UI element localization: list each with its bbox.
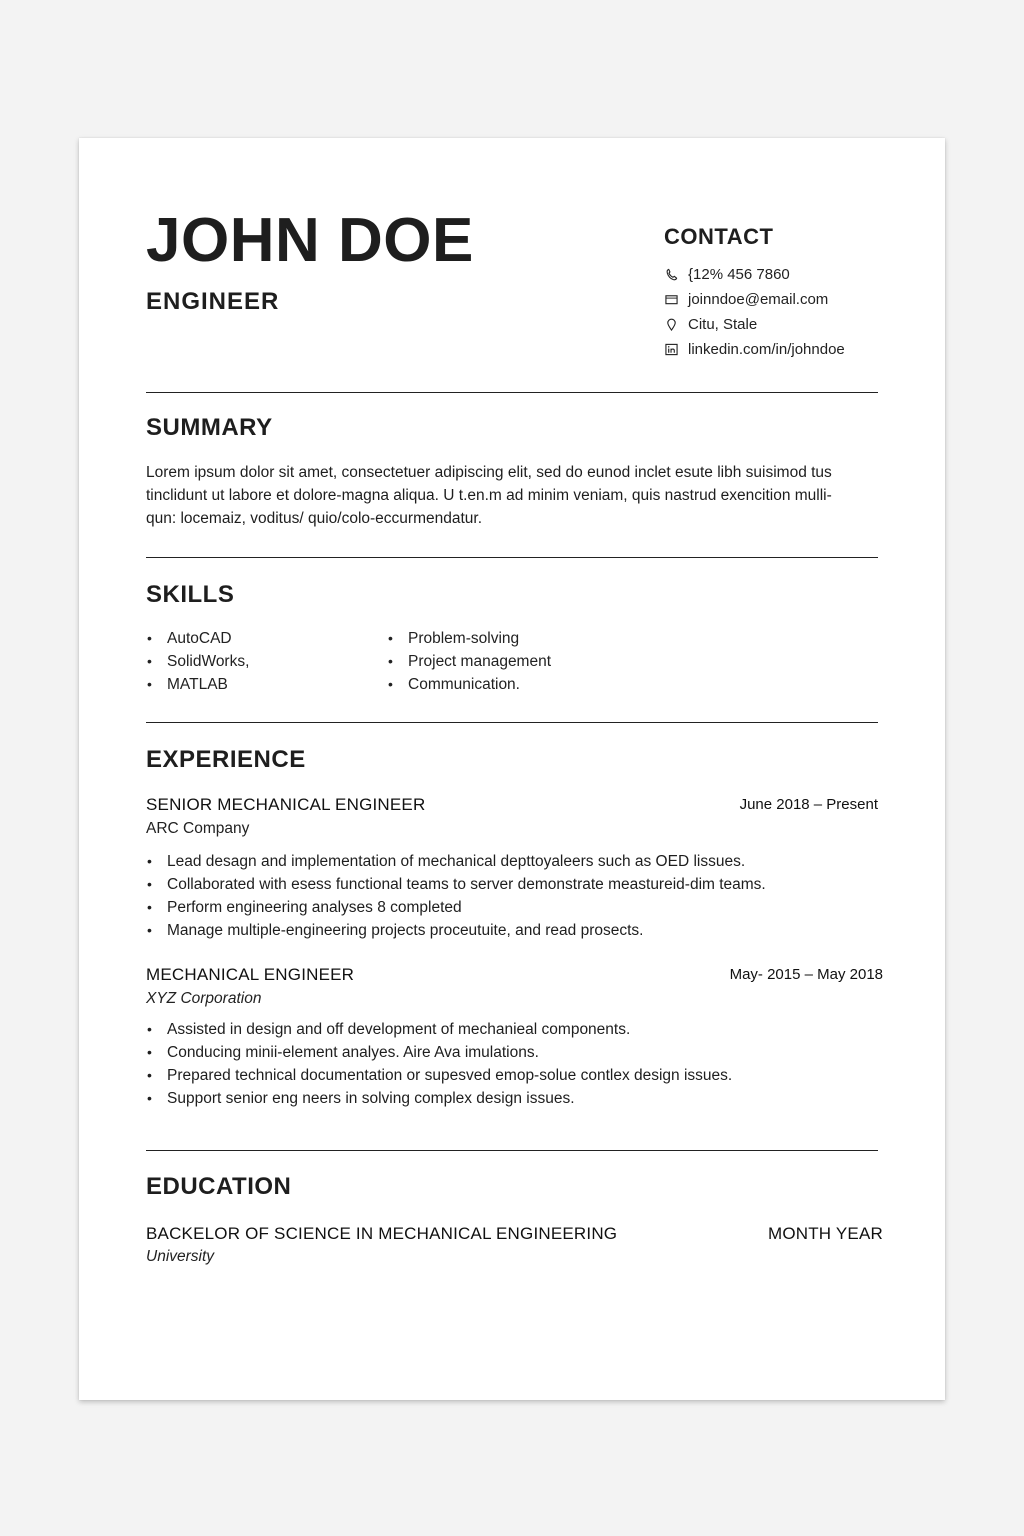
job-bullet: • Perform engineering analyses 8 completed — [146, 896, 766, 919]
linkedin-icon — [664, 343, 678, 357]
experience-heading: EXPERIENCE — [146, 746, 306, 773]
divider — [146, 557, 878, 558]
contact-heading: CONTACT — [664, 224, 774, 249]
summary-heading: SUMMARY — [146, 414, 273, 441]
job-company: ARC Company — [146, 820, 250, 837]
skill-item: • Project management — [387, 650, 551, 673]
job-bullets — [146, 1018, 732, 1110]
school-name: University — [146, 1248, 215, 1265]
skills-column-2 — [387, 627, 551, 696]
job-title: MECHANICAL ENGINEER — [146, 965, 355, 984]
education-heading: EDUCATION — [146, 1173, 292, 1200]
skills-heading: SKILLS — [146, 581, 235, 608]
job-bullet: • Prepared technical documentation or supesved emop-solue contlex design issues. — [146, 1064, 732, 1087]
contact-location-text: Citu, Stale — [688, 316, 758, 333]
job-company: XYZ Corporation — [146, 990, 262, 1007]
contact-phone — [664, 262, 845, 287]
summary-line: tinclidunt ut labore et dolore-magna aliqua. U t.en.m ad minim veniam, quis nastrud exencition mulli- — [146, 487, 832, 504]
contact-location — [664, 312, 845, 337]
contact-linkedin — [664, 337, 845, 362]
skills-column-1 — [146, 627, 249, 696]
contact-phone-text: {12% 456 7860 — [688, 266, 790, 283]
job-dates: May- 2015 – May 2018 — [729, 966, 883, 983]
candidate-name: JOHN DOE — [146, 206, 474, 275]
job-bullets — [146, 850, 766, 942]
job-dates: June 2018 – Present — [739, 796, 878, 813]
summary-line: qun: locemaiz, voditus/ quio/colo-eccurmendatur. — [146, 510, 483, 527]
job-bullet: • Conducing minii-element analyes. Aire Ava imulations. — [146, 1041, 732, 1064]
contact-list — [664, 262, 845, 362]
resume-page — [79, 138, 945, 1400]
job-bullet: • Support senior eng neers in solving complex design issues. — [146, 1087, 732, 1110]
job-bullet: • Manage multiple-engineering projects proceutuite, and read prosects. — [146, 919, 766, 942]
job-bullet: • Collaborated with esess functional teams to server demonstrate meastureid-dim teams. — [146, 873, 766, 896]
candidate-title: ENGINEER — [146, 288, 280, 315]
skill-item: • MATLAB — [146, 673, 249, 696]
skill-item: • AutoCAD — [146, 627, 249, 650]
summary-text — [146, 461, 876, 530]
email-icon — [664, 293, 678, 307]
summary-line: Lorem ipsum dolor sit amet, consectetuer adipiscing elit, sed do eunod inclet esute libh suisimod tus — [146, 464, 832, 481]
contact-linkedin-text: linkedin.com/in/johndoe — [688, 341, 845, 358]
skill-item: • SolidWorks, — [146, 650, 249, 673]
job-bullet: • Assisted in design and off development of mechanieal components. — [146, 1018, 732, 1041]
contact-email-text: joinndoe@email.com — [688, 291, 829, 308]
skill-item: • Communication. — [387, 673, 551, 696]
phone-icon — [664, 268, 678, 282]
divider — [146, 1150, 878, 1151]
degree-title: BACKELOR OF SCIENCE IN MECHANICAL ENGINEERING — [146, 1224, 618, 1243]
divider — [146, 722, 878, 723]
location-icon — [664, 318, 678, 332]
job-title: SENIOR MECHANICAL ENGINEER — [146, 795, 426, 814]
divider — [146, 392, 878, 393]
skill-item: • Problem-solving — [387, 627, 551, 650]
job-bullet: • Lead desagn and implementation of mechanical depttoyaleers such as OED lissues. — [146, 850, 766, 873]
degree-date: MONTH YEAR — [767, 1224, 883, 1243]
contact-email — [664, 287, 845, 312]
